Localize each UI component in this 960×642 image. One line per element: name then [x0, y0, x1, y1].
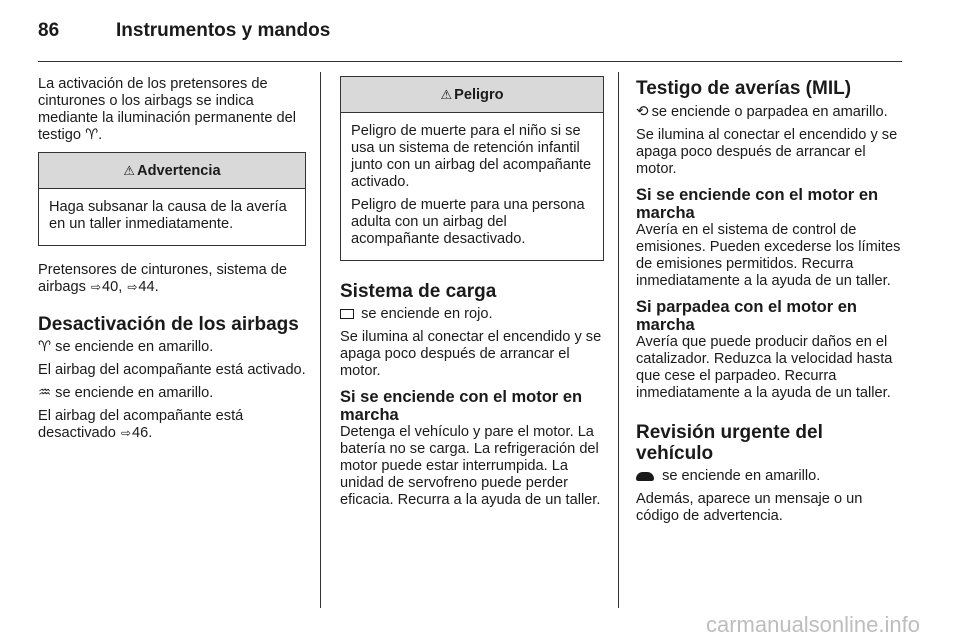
airbag-off-icon: ♒ — [38, 385, 52, 401]
peligro-header — [341, 77, 603, 113]
advertencia-header — [39, 153, 305, 189]
advertencia-box — [38, 152, 306, 246]
intro-paragraph — [38, 76, 306, 144]
peligro-box — [340, 76, 604, 261]
engine-check-icon: ⟲ — [636, 103, 649, 120]
watermark: carmanualsonline.info — [705, 612, 920, 637]
peligro-title: Peligro — [454, 87, 504, 103]
deact-line-4 — [38, 408, 306, 442]
carga-line-1 — [340, 306, 604, 323]
mil-line-2: Se ilumina al conectar el encendido y se apaga poco después de arrancar el motor. — [636, 127, 898, 177]
peligro-text-2: Peligro de muerte para una persona adulta con un airbag del acompañante desactivado. — [351, 197, 585, 247]
carga-line-1-text: se enciende en rojo. — [361, 306, 493, 322]
pretensores-ref-2[interactable]: 44. — [138, 279, 159, 295]
page-header — [38, 20, 330, 42]
mil-line-1 — [636, 103, 904, 121]
deact-line-3 — [38, 385, 306, 402]
pretensores-text: Pretensores de cinturones, sistema de airbags — [38, 262, 288, 295]
airbag-on-icon: ♈ — [85, 127, 99, 143]
deact-line-3-text: se enciende en amarillo. — [55, 385, 214, 401]
carga-line-2: Se ilumina al conectar el encendido y se apaga poco después de arrancar el motor. — [340, 329, 602, 379]
airbag-on-icon: ♈ — [38, 339, 52, 355]
mil-sub1-body: Avería en el sistema de control de emisiones. Pueden excederse los límites de emisiones permitidos. Recurra inmediatamente a la ayuda de un taller. — [636, 222, 901, 289]
peligro-text-1: Peligro de muerte para el niño si se usa un sistema de retención infantil junto con un airbag del acompañante activado. — [351, 123, 592, 190]
page-reference-arrow-icon: ⇨ — [127, 280, 138, 294]
page-reference-arrow-icon: ⇨ — [120, 426, 132, 440]
rev-line-1-text: se enciende en amarillo. — [662, 468, 821, 484]
rev-line-1 — [636, 468, 904, 485]
rev-line-2: Además, aparece un mensaje o un código de advertencia. — [636, 491, 863, 524]
page-title: Instrumentos y mandos — [116, 20, 331, 41]
intro-end: . — [98, 127, 103, 143]
warning-triangle-icon: ⚠ — [440, 87, 453, 102]
battery-icon — [340, 309, 354, 319]
deact-line-1 — [38, 339, 306, 356]
page-reference-arrow-icon: ⇨ — [90, 280, 101, 294]
mil-sub2-body: Avería que puede producir daños en el catalizador. Reduzca la velocidad hasta que cese el parpadeo. Recurra inmediatamente a la ayuda de un taller. — [636, 334, 893, 401]
advertencia-text: Haga subsanar la causa de la avería en un taller inmediatamente. — [49, 199, 287, 232]
carga-subheading: Si se enciende con el motor en marcha — [340, 388, 583, 424]
pretensores-paragraph — [38, 262, 306, 296]
advertencia-body — [39, 189, 305, 245]
column-divider-2 — [618, 72, 619, 608]
intro-text: La activación de los pretensores de cinturones o los airbags se indica mediante la iluminación permanente del testigo — [38, 76, 296, 143]
mil-subheading-1: Si se enciende con el motor en marcha — [636, 186, 879, 222]
header-rule — [38, 61, 902, 62]
deact-line-1-text: se enciende en amarillo. — [55, 339, 214, 355]
mil-line-1-text: se enciende o parpadea en amarillo. — [651, 104, 888, 120]
page-number: 86 — [38, 20, 60, 41]
deactivation-heading: Desactivación de los airbags — [38, 314, 299, 335]
pretensores-ref-1[interactable]: 40, — [102, 279, 123, 295]
deact-ref[interactable]: 46. — [132, 425, 153, 441]
deact-line-2: El airbag del acompañante está activado. — [38, 362, 306, 378]
mil-heading: Testigo de averías (MIL) — [636, 78, 852, 99]
column-1 — [38, 76, 306, 448]
charging-heading: Sistema de carga — [340, 281, 497, 302]
carga-body: Detenga el vehículo y pare el motor. La batería no se carga. La refrigeración del motor puede estar interrumpida. La unidad de servofreno puede perder eficacia. Recurra a la ayuda de un taller. — [340, 424, 601, 508]
mil-subheading-2: Si parpadea con el motor en marcha — [636, 298, 857, 334]
service-car-icon — [636, 472, 654, 481]
advertencia-title: Advertencia — [137, 163, 221, 179]
urgent-service-heading: Revisión urgente del vehículo — [636, 422, 823, 464]
column-3 — [636, 76, 904, 531]
deact-line-4-text: El airbag del acompañante está desactivado — [38, 408, 244, 441]
peligro-body — [341, 113, 603, 260]
column-2 — [340, 76, 604, 515]
column-divider-1 — [320, 72, 321, 608]
warning-triangle-icon: ⚠ — [123, 163, 136, 178]
